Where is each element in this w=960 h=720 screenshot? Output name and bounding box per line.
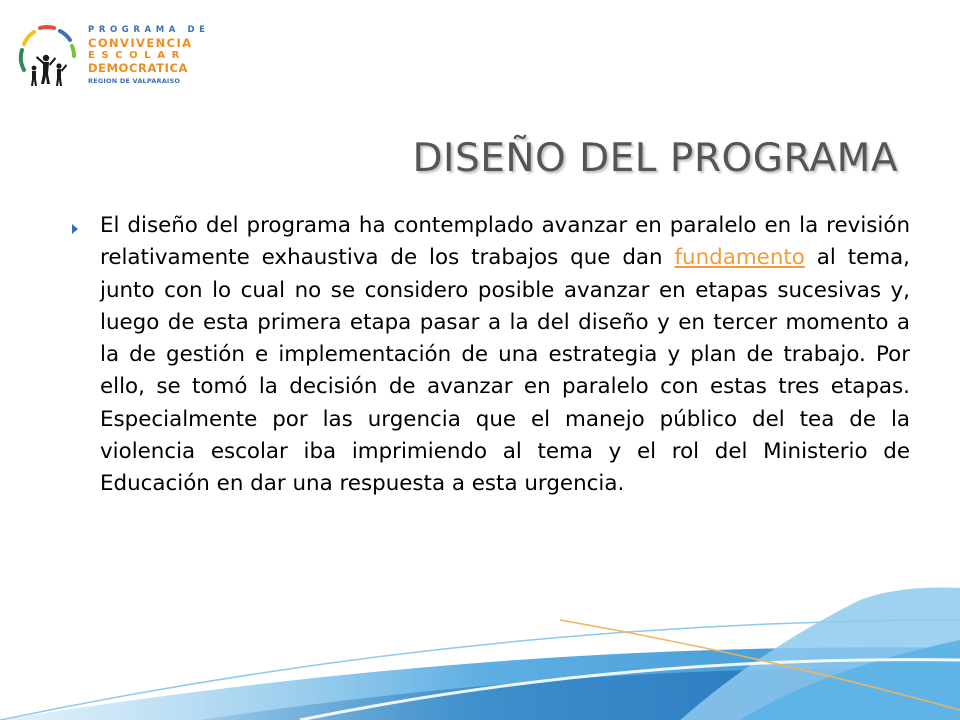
logo-line-3: ESCOLAR bbox=[88, 50, 186, 61]
slide-title: DISEÑO DEL PROGRAMA bbox=[412, 136, 898, 181]
children-jumping-logo-icon bbox=[14, 22, 82, 90]
fundamento-link[interactable]: fundamento bbox=[674, 245, 805, 271]
program-logo bbox=[14, 22, 214, 94]
triangle-right-icon bbox=[72, 224, 78, 234]
bullet-item bbox=[70, 210, 910, 501]
body-bullet-list bbox=[70, 210, 910, 501]
logo-line-4: DEMOCRATICA bbox=[88, 61, 188, 75]
decorative-swoosh bbox=[0, 560, 960, 720]
bullet-text bbox=[100, 210, 910, 501]
logo-line-2: CONVIVENCIA bbox=[88, 35, 193, 50]
body-text-after-link: al tema, junto con lo cual no se considero posible avanzar en etapas sucesivas y, luego de esta primera etapa pasar a la del diseño y en tercer momento a la de gestión e implementación de una estrategia y plan de trabajo. Por ello, se tomó la decisión de avanzar en paralelo con estas tres etapas. Especialmente por las urgencia que el manejo público del tea de la violencia escolar iba imprimiendo al tema y el rol del Ministerio de Educación en dar una respuesta a esta urgencia. bbox=[100, 245, 910, 497]
logo-text bbox=[88, 26, 214, 84]
body-text-before-link: El diseño del programa ha contemplado avanzar en paralelo en la revisión relativamente exhaustiva de los trabajos que dan bbox=[100, 213, 910, 271]
logo-line-5: REGION DE VALPARAISO bbox=[88, 76, 181, 85]
logo-line-1: PROGRAMA DE bbox=[88, 25, 210, 35]
